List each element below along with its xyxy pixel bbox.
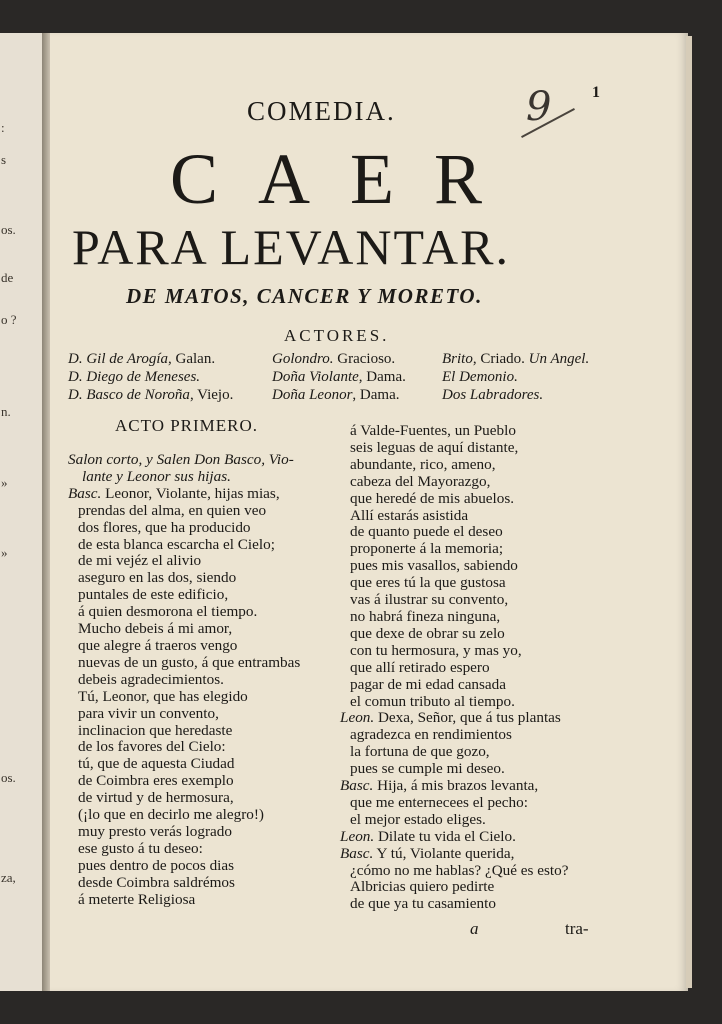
cast-name: Golondro.: [272, 351, 334, 367]
verse-line: ¿cómo no me hablas? ¿Qué es esto?: [350, 861, 569, 879]
cast-name: Doña Leonor: [272, 387, 353, 403]
verse-line: no habrá fineza ninguna,: [350, 607, 501, 625]
stage-direction: Salon corto, y Salen Don Basco, Vio-: [68, 451, 294, 468]
cast-role: , Dama.: [358, 369, 406, 385]
verse-text: Leonor, Violante, hijas mias,: [101, 484, 280, 502]
genre-heading: COMEDIA.: [247, 96, 396, 126]
cast-role: , Dama.: [352, 387, 400, 403]
verse-line: á quien desmorona el tiempo.: [78, 603, 258, 621]
cast-entry: [272, 350, 406, 368]
speaker-name: Leon.: [340, 827, 375, 845]
verse-line: de virtud y de hermosura,: [78, 789, 234, 807]
cast-role: , Criado.: [472, 351, 525, 367]
verse-line: pagar de mi edad cansada: [350, 675, 507, 693]
stage-direction: lante y Leonor sus hijas.: [82, 467, 231, 485]
left-page-fragment: n.: [1, 404, 11, 419]
verse-line: pues se cumple mi deseo.: [350, 760, 505, 778]
speaker-name: Basc.: [68, 484, 102, 502]
verse-line: que dexe de obrar su zelo: [350, 624, 505, 642]
verse-text: Y tú, Violante querida,: [373, 844, 515, 862]
speaker-name: Basc.: [340, 844, 374, 862]
cast-role: , Galan.: [168, 351, 216, 367]
left-page-fragment: »: [1, 475, 8, 490]
verse-line: pues dentro de pocos dias: [78, 856, 235, 874]
cast-name: Doña Violante: [272, 369, 359, 385]
verse-line: el comun tributo al tiempo.: [350, 692, 515, 710]
cast-entry: [68, 350, 233, 368]
verse-line: nuevas de un gusto, á que entrambas: [78, 653, 301, 671]
verse-text: Dexa, Señor, que á tus plantas: [374, 709, 561, 727]
verse-line: que me enternecees el pecho:: [350, 793, 528, 811]
verse-line: la fortuna de que gozo,: [350, 743, 490, 761]
cast-entry: [442, 350, 589, 368]
verse-line: de quanto puede el deseo: [350, 523, 503, 541]
verse-line: desde Coimbra saldrémos: [78, 873, 235, 891]
verse-text: Hija, á mis brazos levanta,: [373, 777, 539, 795]
cast-heading: ACTORES.: [284, 326, 390, 345]
cast-entry: [68, 386, 233, 404]
speech-line: [68, 486, 300, 503]
cast-name: Brito: [442, 351, 473, 367]
verse-line: que allí retirado espero: [350, 658, 490, 676]
verse-line: á Valde-Fuentes, un Pueblo: [350, 422, 516, 439]
verse-line: para vivir un convento,: [78, 704, 219, 722]
cast-role: Gracioso.: [333, 351, 396, 367]
cast-entry: [68, 368, 233, 386]
cast-name: El Demonio.: [442, 369, 518, 385]
verse-line: vas á ilustrar su convento,: [350, 591, 509, 609]
cast-name: D. Diego de Meneses.: [68, 369, 201, 385]
verse-line: á meterte Religiosa: [78, 890, 196, 908]
cast-entry: [442, 386, 589, 404]
cast-name: D. Gil de Arogía: [68, 351, 168, 367]
title-line-2: PARA LEVANTAR.: [72, 219, 510, 275]
cast-column-2: [272, 350, 406, 404]
left-page-fragment: »: [1, 545, 8, 560]
verse-line: tú, que de aquesta Ciudad: [78, 755, 235, 773]
verse-line: Albricias quiero pedirte: [350, 878, 495, 896]
verse-line: de mi vejéz el alivio: [78, 552, 202, 570]
cast-extra: Un Angel.: [524, 351, 590, 367]
act-heading: ACTO PRIMERO.: [115, 416, 259, 435]
catchword: tra-: [565, 919, 589, 938]
left-page-fragment: os.: [1, 222, 16, 237]
verse-line: de esta blanca escarcha el Cielo;: [78, 535, 275, 553]
verse-line: prendas del alma, en quien veo: [78, 501, 267, 519]
cast-role: , Viejo.: [189, 387, 234, 403]
signature-mark: a: [470, 919, 479, 938]
verse-line: proponerte á la memoria;: [350, 540, 504, 558]
cast-column-3: [442, 350, 589, 404]
verse-line: ese gusto á tu deseo:: [78, 839, 203, 857]
cast-entry: [272, 386, 406, 404]
speaker-name: Leon.: [340, 709, 375, 727]
verse-line: puntales de este edificio,: [78, 586, 229, 604]
speech-line: [340, 710, 568, 727]
verse-line: muy presto verás logrado: [78, 822, 232, 840]
left-page-fragment: o ?: [1, 312, 17, 327]
text-column-left: [68, 452, 300, 908]
verse-line: Tú, Leonor, que has elegido: [78, 687, 248, 705]
verse-line: (¡lo que en decirlo me alegro!): [78, 806, 264, 824]
verse-line: pues mis vasallos, sabiendo: [350, 557, 518, 575]
authors-line: DE MATOS, CANCER Y MORETO.: [126, 284, 483, 308]
left-page-fragment: de: [1, 270, 14, 285]
verse-line: Allí estarás asistida: [350, 506, 469, 524]
verse-line: seis leguas de aquí distante,: [350, 438, 519, 456]
verse-line: dos flores, que ha producido: [78, 518, 251, 536]
verse-text: Dilate tu vida el Cielo.: [374, 827, 516, 845]
cast-column-1: [68, 350, 233, 404]
speech-line: [340, 846, 568, 863]
verse-line: que eres tú la que gustosa: [350, 574, 506, 592]
verse-line: aseguro en las dos, siendo: [78, 569, 237, 587]
verse-line: de Coimbra eres exemplo: [78, 772, 234, 790]
verse-line: Mucho debeis á mi amor,: [78, 620, 233, 638]
handwritten-number: 9: [526, 84, 552, 130]
verse-line: de que ya tu casamiento: [350, 895, 496, 913]
cast-entry: [442, 368, 589, 386]
title-line-1: CAER: [170, 139, 523, 219]
speaker-name: Basc.: [340, 777, 374, 795]
cast-name: Dos Labradores.: [442, 387, 544, 403]
verse-line: que heredé de mis abuelos.: [350, 489, 515, 507]
verse-line: abundante, rico, ameno,: [350, 455, 496, 473]
verse-line: cabeza del Mayorazgo,: [350, 472, 491, 490]
left-page-fragment: os.: [1, 770, 16, 785]
page-number: 1: [592, 84, 600, 101]
cast-entry: [272, 368, 406, 386]
left-page-fragment: za,: [1, 870, 16, 885]
verse-line: que alegre á traeros vengo: [78, 636, 238, 654]
speech-line: [340, 829, 568, 846]
verse-line: el mejor estado eliges.: [350, 810, 486, 828]
verse-line: de los favores del Cielo:: [78, 738, 226, 756]
verse-line: debeis agradecimientos.: [78, 670, 224, 688]
verse-line: inclinacion que heredaste: [78, 721, 233, 739]
page-edge: [686, 36, 692, 988]
text-column-right: [340, 423, 568, 913]
left-page-fragment: s: [1, 152, 7, 167]
left-page-fragment: :: [1, 120, 5, 135]
verse-line: agradezca en rendimientos: [350, 726, 512, 744]
speech-line: [340, 778, 568, 795]
left-page-edge: [0, 33, 44, 991]
cast-name: D. Basco de Noroña: [68, 387, 190, 403]
verse-line: con tu hermosura, y mas yo,: [350, 641, 522, 659]
